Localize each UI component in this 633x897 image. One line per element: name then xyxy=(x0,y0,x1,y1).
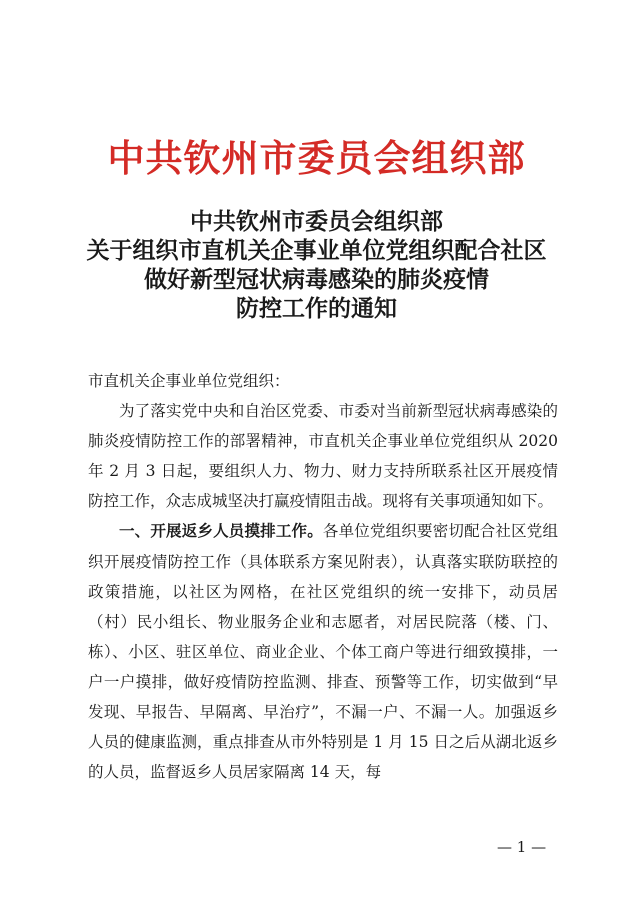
title-line: 做好新型冠状病毒感染的肺炎疫情 xyxy=(144,266,489,293)
letterhead: 中共钦州市委员会组织部 xyxy=(107,136,526,180)
document-title xyxy=(40,207,593,323)
title-line: 中共钦州市委员会组织部 xyxy=(190,208,443,235)
section-1-heading: 一、开展返乡人员摸排工作。 xyxy=(119,521,323,541)
salutation: 市直机关企事业单位党组织： xyxy=(88,372,290,390)
document-body xyxy=(88,366,558,787)
intro-paragraph: 为了落实党中央和自治区党委、市委对当前新型冠状病毒感染的肺炎疫情防控工作的部署精神，市直机关企事业单位党组织从 2020 年 2 月 3 日起，要组织人力、物力、财力支持所联系社区开展疫情防控工作，众志成城坚决打赢疫情阻击战。现将有关事项通知如下。 xyxy=(88,402,558,511)
title-line: 防控工作的通知 xyxy=(236,295,397,322)
page-number: — 1 — xyxy=(497,838,547,856)
section-1-paragraph xyxy=(88,516,558,787)
section-1-body: 各单位党组织要密切配合社区党组织开展疫情防控工作（具体联系方案见附表），认真落实联防联控的政策措施，以社区为网格，在社区党组织的统一安排下，动员居（村）民小组长、物业服务企业和志愿者，对居民院落（楼、门、栋）、小区、驻区单位、商业企业、个体工商户等进行细致摸排，一户一户摸排，做好疫情防控监测、排查、预警等工作，切实做到“早发现、早报告、早隔离、早治疗”，不漏一户、不漏一人。加强返乡人员的健康监测，重点排查从市外特别是 1 月 15 日之后从湖北返乡的人员，监督返乡人员居家隔离 14 天，每 xyxy=(88,522,558,782)
title-line: 关于组织市直机关企事业单位党组织配合社区 xyxy=(86,237,547,264)
